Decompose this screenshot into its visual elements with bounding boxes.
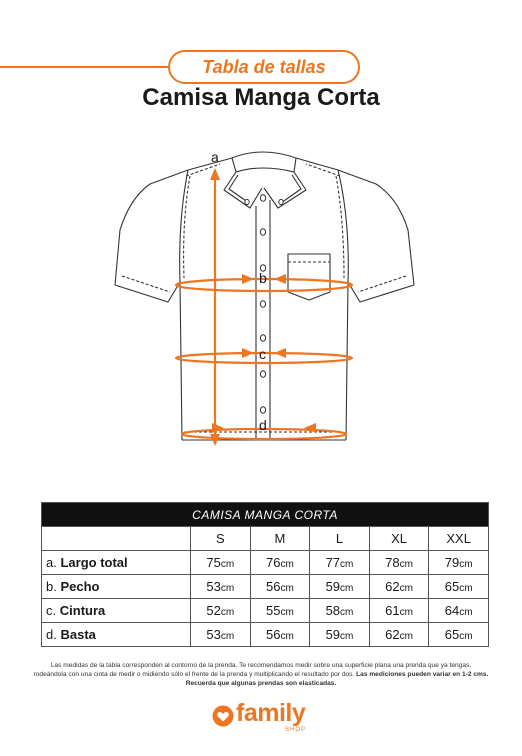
- cell-value: 64: [444, 603, 460, 618]
- row-label: [42, 551, 191, 575]
- shirt-diagram: [0, 130, 522, 450]
- cell-unit: cm: [399, 583, 413, 594]
- cell-value: 56: [265, 579, 281, 594]
- table-cell: [191, 575, 251, 599]
- table-row: [42, 599, 489, 623]
- row-prefix: a.: [46, 555, 57, 570]
- row-name: Cintura: [59, 603, 106, 618]
- cell-unit: cm: [340, 607, 354, 618]
- size-header-row: [42, 527, 489, 551]
- size-header: XL: [369, 527, 429, 551]
- row-name: Largo total: [60, 555, 128, 570]
- cell-value: 62: [385, 627, 400, 642]
- table-cell: [369, 599, 429, 623]
- row-prefix: d.: [46, 627, 57, 642]
- cell-value: 65: [444, 627, 460, 642]
- table-cell: [250, 575, 310, 599]
- table-cell: [369, 575, 429, 599]
- cell-value: 77: [325, 555, 341, 570]
- note-line-3: Recuerda que algunas prendas son elasticadas.: [185, 680, 337, 687]
- cell-value: 78: [385, 555, 400, 570]
- table-cell: [310, 623, 370, 647]
- cell-value: 59: [325, 579, 341, 594]
- cell-value: 65: [444, 579, 460, 594]
- table-cell: [429, 575, 489, 599]
- row-name: Pecho: [60, 579, 100, 594]
- table-cell: [310, 599, 370, 623]
- heart-icon: [212, 705, 234, 727]
- row-name: Basta: [60, 627, 96, 642]
- table-cell: [191, 599, 251, 623]
- table-cell: [429, 623, 489, 647]
- cell-value: 56: [265, 627, 281, 642]
- cell-unit: cm: [340, 559, 354, 570]
- measure-label-d: d: [259, 417, 267, 433]
- measure-label-b: b: [259, 270, 267, 286]
- cell-unit: cm: [459, 559, 473, 570]
- cell-unit: cm: [220, 583, 235, 594]
- logo-sub: SHOP: [285, 727, 307, 733]
- table-cell: [191, 551, 251, 575]
- cell-unit: cm: [340, 631, 354, 642]
- table-cell: [310, 575, 370, 599]
- table-caption-row: [42, 503, 489, 527]
- table-cell: [369, 551, 429, 575]
- table-caption: CAMISA MANGA CORTA: [42, 503, 489, 527]
- size-header: L: [310, 527, 370, 551]
- cell-value: 55: [265, 603, 281, 618]
- table-row: [42, 551, 489, 575]
- row-label: [42, 623, 191, 647]
- row-prefix: b.: [46, 579, 57, 594]
- cell-unit: cm: [280, 631, 294, 642]
- table-cell: [191, 623, 251, 647]
- table-cell: [429, 551, 489, 575]
- size-table: [41, 502, 489, 647]
- cell-value: 58: [325, 603, 341, 618]
- cell-value: 53: [206, 627, 221, 642]
- size-header: S: [191, 527, 251, 551]
- cell-value: 53: [206, 579, 221, 594]
- cell-unit: cm: [220, 631, 235, 642]
- cell-unit: cm: [459, 583, 473, 594]
- row-prefix: c.: [46, 603, 57, 618]
- cell-unit: cm: [459, 631, 473, 642]
- size-header: M: [250, 527, 310, 551]
- cell-value: 59: [325, 627, 341, 642]
- measure-label-a: a: [211, 149, 219, 165]
- cell-unit: cm: [340, 583, 354, 594]
- table-cell: [429, 599, 489, 623]
- cell-unit: cm: [220, 559, 235, 570]
- cell-unit: cm: [399, 607, 413, 618]
- note-line-1: Las medidas de la tabla corresponden al contorno de la prenda. Te recomendamos medir sobre una superficie plana una prenda que ya tengas,: [50, 662, 472, 669]
- table-cell: [310, 551, 370, 575]
- cell-value: 75: [206, 555, 221, 570]
- header-rule: [0, 66, 168, 68]
- cell-unit: cm: [459, 607, 473, 618]
- size-header-blank: [42, 527, 191, 551]
- note-line-2-bold: Las mediciones pueden variar en 1-2 cms.: [356, 671, 489, 678]
- note-line-2: rodeándola con una cinta de medir o midiendo sólo el frente de la prenda y multiplicando el resultado por dos.: [33, 671, 357, 678]
- size-header: XXL: [429, 527, 489, 551]
- measure-label-c: c: [259, 346, 266, 362]
- table-row: [42, 623, 489, 647]
- cell-unit: cm: [220, 607, 235, 618]
- cell-value: 76: [265, 555, 281, 570]
- measurement-note: [20, 661, 502, 688]
- cell-unit: cm: [399, 631, 413, 642]
- table-row: [42, 575, 489, 599]
- cell-value: 79: [444, 555, 460, 570]
- page-subtitle: Camisa Manga Corta: [142, 84, 380, 111]
- cell-unit: cm: [280, 559, 294, 570]
- row-label: [42, 575, 191, 599]
- cell-unit: cm: [280, 607, 294, 618]
- title-pill: [168, 50, 360, 84]
- page-title: Tabla de tallas: [202, 57, 326, 77]
- table-cell: [250, 551, 310, 575]
- cell-value: 52: [206, 603, 221, 618]
- cell-value: 62: [385, 579, 400, 594]
- cell-unit: cm: [280, 583, 294, 594]
- cell-value: 61: [385, 603, 400, 618]
- family-shop-logo: [212, 699, 322, 739]
- table-cell: [369, 623, 429, 647]
- logo-wordmark: family: [236, 699, 306, 727]
- table-cell: [250, 599, 310, 623]
- cell-unit: cm: [399, 559, 413, 570]
- row-label: [42, 599, 191, 623]
- table-cell: [250, 623, 310, 647]
